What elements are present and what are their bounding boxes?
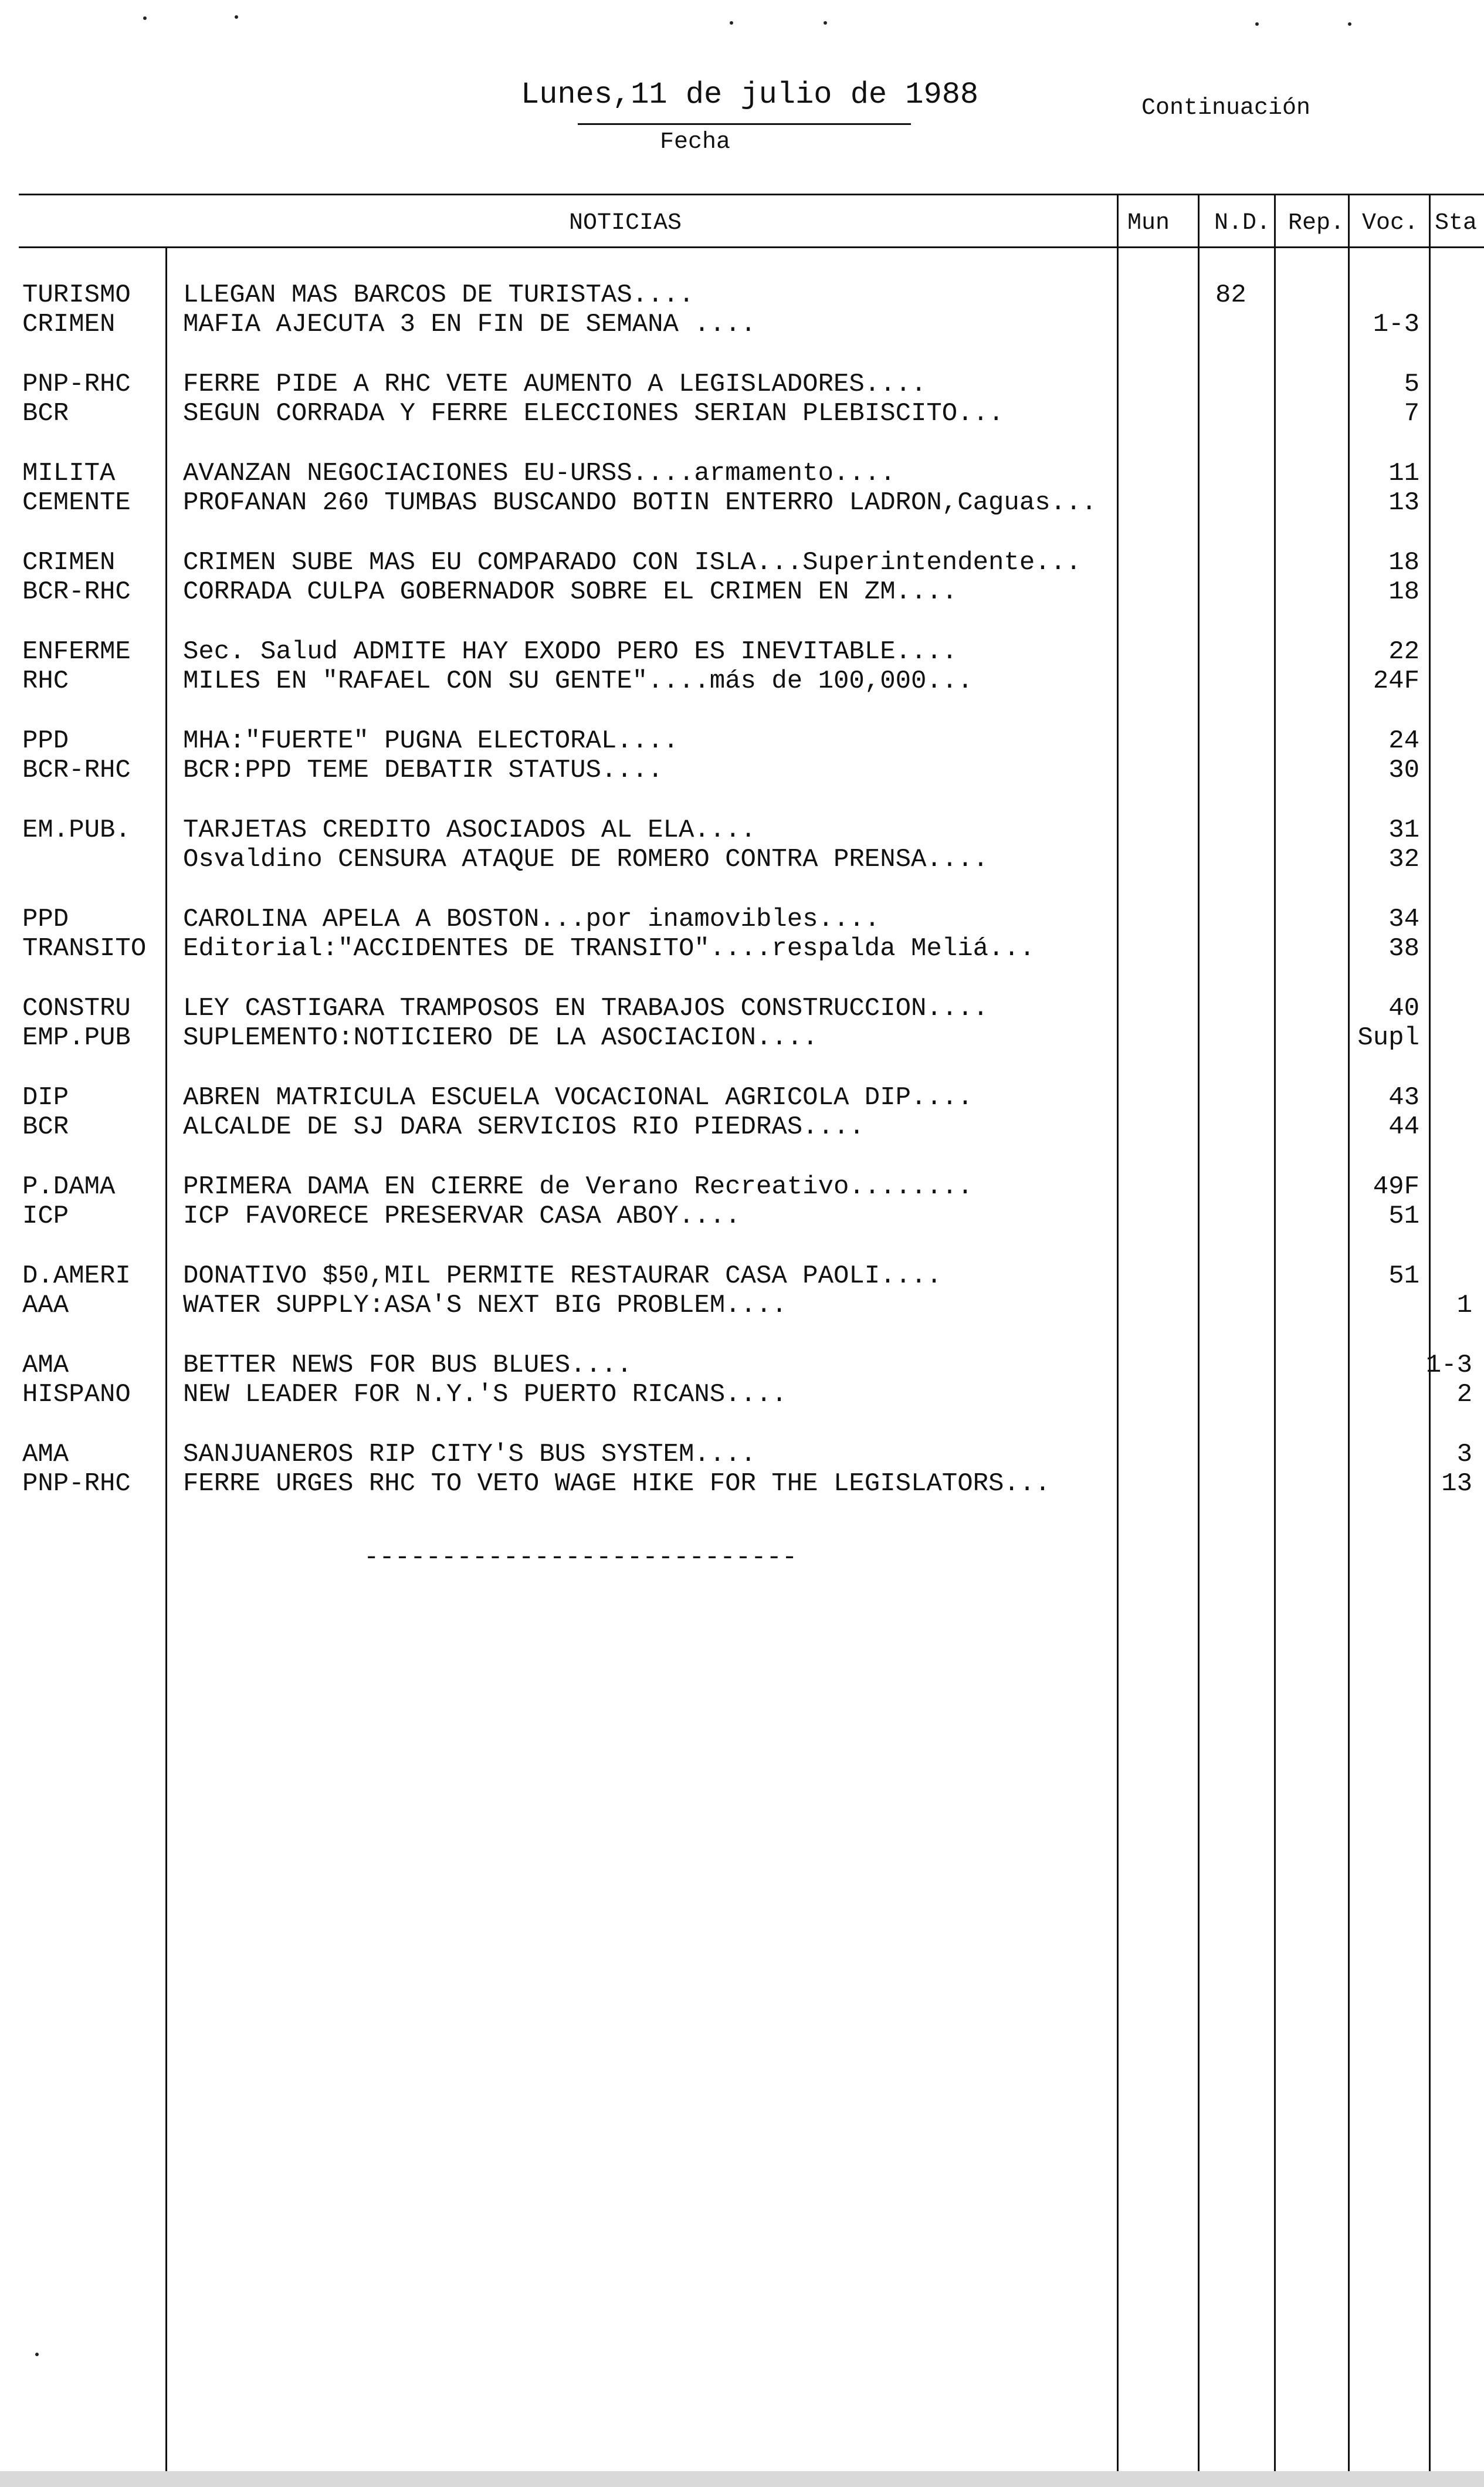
row-voc: 51 (1388, 1261, 1419, 1291)
row-nd: 82 (1215, 280, 1246, 310)
row-voc: 49F (1373, 1172, 1419, 1202)
news-row (0, 726, 1484, 756)
news-row (0, 1112, 1484, 1142)
row-tag: EM.PUB. (22, 816, 131, 845)
news-row (0, 1172, 1484, 1202)
news-row (0, 1083, 1484, 1112)
row-voc: 43 (1388, 1083, 1419, 1112)
row-headline: SANJUANEROS RIP CITY'S BUS SYSTEM.... (183, 1440, 756, 1469)
row-voc: 30 (1388, 756, 1419, 785)
continuation-label: Continuación (1141, 95, 1311, 121)
news-row (0, 905, 1484, 934)
row-tag: EMP.PUB (22, 1023, 131, 1053)
column-header-nd: N.D. (1214, 210, 1271, 236)
row-headline: FERRE URGES RHC TO VETO WAGE HIKE FOR THE LEGISLATORS... (183, 1469, 1051, 1498)
row-tag: DIP (22, 1083, 69, 1112)
column-header-mun: Mun (1127, 210, 1170, 236)
news-row (0, 666, 1484, 696)
news-row (0, 934, 1484, 963)
column-header-rep: Rep. (1288, 210, 1345, 236)
row-headline: PRIMERA DAMA EN CIERRE de Verano Recreativo........ (183, 1172, 973, 1202)
row-voc: 7 (1404, 399, 1419, 428)
row-headline: Editorial:"ACCIDENTES DE TRANSITO"....respalda Meliá... (183, 934, 1035, 963)
row-headline: NEW LEADER FOR N.Y.'S PUERTO RICANS.... (183, 1380, 787, 1409)
row-voc: 31 (1388, 816, 1419, 845)
scan-speck (730, 21, 733, 25)
row-tag: BCR-RHC (22, 756, 131, 785)
row-tag: PNP-RHC (22, 1469, 131, 1498)
news-row (0, 1351, 1484, 1380)
row-voc: Supl (1357, 1023, 1419, 1053)
row-tag: BCR (22, 399, 69, 428)
news-row (0, 1469, 1484, 1498)
table-top-rule (19, 194, 1484, 195)
row-headline: MAFIA AJECUTA 3 EN FIN DE SEMANA .... (183, 310, 756, 339)
voc-column-divider (1348, 194, 1350, 2487)
row-tag: BCR (22, 1112, 69, 1142)
row-headline: BETTER NEWS FOR BUS BLUES.... (183, 1351, 632, 1380)
row-headline: LLEGAN MAS BARCOS DE TURISTAS.... (183, 280, 694, 310)
row-sta: 1-3 (1425, 1351, 1472, 1380)
sta-column-divider (1429, 194, 1431, 2487)
row-headline: DONATIVO $50,MIL PERMITE RESTAURAR CASA PAOLI.... (183, 1261, 942, 1291)
row-tag: CRIMEN (22, 310, 116, 339)
row-tag: TURISMO (22, 280, 131, 310)
row-voc: 5 (1404, 370, 1419, 399)
rep-column-divider (1274, 194, 1276, 2487)
scan-speck (35, 2353, 39, 2356)
row-voc: 11 (1388, 459, 1419, 488)
row-voc: 24F (1373, 666, 1419, 696)
row-voc: 13 (1388, 488, 1419, 517)
row-voc: 34 (1388, 905, 1419, 934)
row-headline: ABREN MATRICULA ESCUELA VOCACIONAL AGRICOLA DIP.... (183, 1083, 973, 1112)
news-row (0, 399, 1484, 428)
scan-edge-band (0, 2471, 1484, 2487)
nd-column-divider (1198, 194, 1200, 2487)
row-sta: 13 (1441, 1469, 1472, 1498)
row-headline: LEY CASTIGARA TRAMPOSOS EN TRABAJOS CONSTRUCCION.... (183, 994, 989, 1023)
end-of-list-rule: ---------------------------- (364, 1543, 798, 1572)
news-row (0, 488, 1484, 517)
row-headline: Osvaldino CENSURA ATAQUE DE ROMERO CONTRA PRENSA.... (183, 845, 989, 874)
scan-speck (824, 21, 827, 25)
scan-speck (1255, 22, 1259, 26)
row-headline: MILES EN "RAFAEL CON SU GENTE"....más de 100,000... (183, 666, 973, 696)
news-row (0, 845, 1484, 874)
news-row (0, 548, 1484, 577)
row-voc: 22 (1388, 637, 1419, 666)
row-tag: P.DAMA (22, 1172, 116, 1202)
row-tag: HISPANO (22, 1380, 131, 1409)
row-tag: CONSTRU (22, 994, 131, 1023)
row-headline: AVANZAN NEGOCIACIONES EU-URSS....armamento.... (183, 459, 896, 488)
row-headline: CAROLINA APELA A BOSTON...por inamovibles.... (183, 905, 880, 934)
news-row (0, 994, 1484, 1023)
row-headline: FERRE PIDE A RHC VETE AUMENTO A LEGISLADORES.... (183, 370, 927, 399)
row-sta: 2 (1456, 1380, 1472, 1409)
table-header-rule (19, 246, 1484, 248)
news-row (0, 310, 1484, 339)
news-row (0, 637, 1484, 666)
row-headline: Sec. Salud ADMITE HAY EXODO PERO ES INEVITABLE.... (183, 637, 958, 666)
row-voc: 18 (1388, 577, 1419, 607)
row-voc: 44 (1388, 1112, 1419, 1142)
row-headline: SEGUN CORRADA Y FERRE ELECCIONES SERIAN PLEBISCITO... (183, 399, 1004, 428)
row-tag: CRIMEN (22, 548, 116, 577)
row-sta: 1 (1456, 1291, 1472, 1320)
column-header-noticias: NOTICIAS (569, 210, 682, 236)
news-row (0, 459, 1484, 488)
row-voc: 24 (1388, 726, 1419, 756)
news-row (0, 1261, 1484, 1291)
scan-speck (1348, 22, 1351, 26)
scan-speck (143, 16, 147, 20)
row-headline: CRIMEN SUBE MAS EU COMPARADO CON ISLA...Superintendente... (183, 548, 1082, 577)
news-row (0, 1023, 1484, 1053)
row-tag: PPD (22, 905, 69, 934)
row-headline: ICP FAVORECE PRESERVAR CASA ABOY.... (183, 1202, 741, 1231)
row-tag: PNP-RHC (22, 370, 131, 399)
row-tag: AMA (22, 1351, 69, 1380)
row-tag: RHC (22, 666, 69, 696)
news-row (0, 577, 1484, 607)
row-voc: 18 (1388, 548, 1419, 577)
news-row (0, 1291, 1484, 1320)
news-row (0, 756, 1484, 785)
row-tag: MILITA (22, 459, 116, 488)
row-tag: CEMENTE (22, 488, 131, 517)
row-headline: CORRADA CULPA GOBERNADOR SOBRE EL CRIMEN EN ZM.... (183, 577, 958, 607)
news-row (0, 370, 1484, 399)
row-tag: AMA (22, 1440, 69, 1469)
row-tag: BCR-RHC (22, 577, 131, 607)
column-header-sta: Sta (1435, 210, 1478, 236)
row-headline: TARJETAS CREDITO ASOCIADOS AL ELA.... (183, 816, 756, 845)
row-headline: WATER SUPPLY:ASA'S NEXT BIG PROBLEM.... (183, 1291, 787, 1320)
row-voc: 1-3 (1373, 310, 1419, 339)
mun-column-divider (1117, 194, 1119, 2487)
row-voc: 38 (1388, 934, 1419, 963)
news-row (0, 1380, 1484, 1409)
row-sta: 3 (1456, 1440, 1472, 1469)
column-header-voc: Voc. (1362, 210, 1419, 236)
row-headline: SUPLEMENTO:NOTICIERO DE LA ASOCIACION.... (183, 1023, 818, 1053)
row-headline: PROFANAN 260 TUMBAS BUSCANDO BOTIN ENTERRO LADRON,Caguas... (183, 488, 1097, 517)
row-headline: MHA:"FUERTE" PUGNA ELECTORAL.... (183, 726, 679, 756)
date-underline (578, 123, 911, 125)
date-label: Fecha (660, 129, 731, 155)
row-tag: D.AMERI (22, 1261, 131, 1291)
row-tag: ENFERME (22, 637, 131, 666)
scan-speck (235, 15, 238, 19)
news-row (0, 1440, 1484, 1469)
news-row (0, 1202, 1484, 1231)
row-tag: ICP (22, 1202, 69, 1231)
row-tag: PPD (22, 726, 69, 756)
news-row (0, 280, 1484, 310)
date-heading: Lunes,11 de julio de 1988 (521, 77, 979, 112)
row-voc: 40 (1388, 994, 1419, 1023)
row-headline: BCR:PPD TEME DEBATIR STATUS.... (183, 756, 663, 785)
row-voc: 51 (1388, 1202, 1419, 1231)
news-row (0, 816, 1484, 845)
row-tag: TRANSITO (22, 934, 147, 963)
row-voc: 32 (1388, 845, 1419, 874)
row-headline: ALCALDE DE SJ DARA SERVICIOS RIO PIEDRAS.... (183, 1112, 865, 1142)
row-tag: AAA (22, 1291, 69, 1320)
